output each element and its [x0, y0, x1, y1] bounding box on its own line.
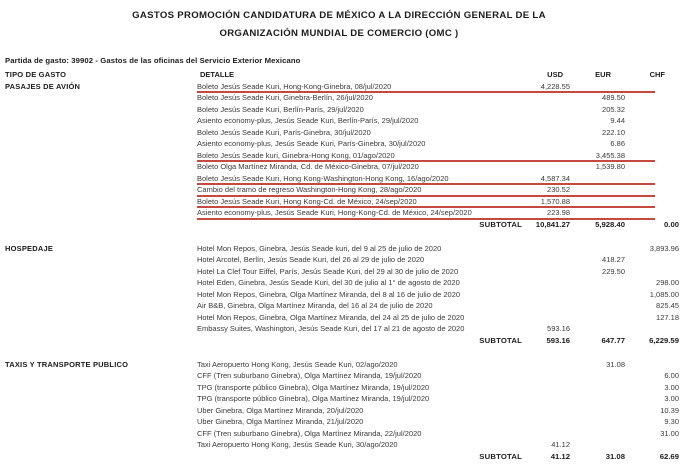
amount-usd: 4,228.55 [540, 81, 570, 91]
amount-chf: 9.30 [664, 417, 679, 426]
subtotal-row [0, 451, 700, 464]
expense-item-code-line: Partida de gasto: 39902 - Gastos de las oficinas del Servicio Exterior Mexicano [5, 56, 301, 65]
amount-eur: 31.08 [606, 359, 625, 369]
table-row [0, 173, 700, 185]
subtotal-amount-eur: 647.77 [601, 336, 625, 346]
subtotal-amount-chf: 6,229.59 [649, 336, 679, 346]
subtotal-amount-chf: 62.69 [659, 452, 679, 462]
table-row [0, 207, 700, 219]
subtotal-amount-chf: 0.00 [664, 220, 679, 230]
table-row [0, 289, 700, 301]
expense-detail-text: Hotel Mon Repos, Ginebra, Olga Martínez Miranda, del 8 al 16 de julio de 2020 [197, 289, 461, 299]
section-category-label: PASAJES DE AVIÓN [5, 81, 81, 91]
expense-detail-text: Uber Ginebra, Olga Martínez Miranda, 21/jul/2020 [197, 417, 364, 426]
expense-detail-text: Taxi Aeropuerto Hong Kong, Jesús Seade Kuri, 02/ago/2020 [197, 359, 398, 369]
table-row [0, 300, 700, 312]
expense-detail-text: Boleto Jesús Seade kuri, Ginebra-Hong Kong, 01/ago/2020 [197, 150, 395, 160]
amount-eur: 205.32 [602, 104, 625, 114]
amount-eur: 489.50 [602, 93, 625, 102]
expense-detail-text: TPG (transporte público Ginebra), Olga Martínez Miranda, 19/jul/2020 [197, 394, 430, 403]
table-row [0, 243, 700, 255]
expense-detail-text: CFF (Tren suburbano Ginebra), Olga Martínez Miranda, 19/jul/2020 [197, 371, 422, 380]
table-row [0, 104, 700, 116]
table-row [0, 416, 700, 428]
table-row [0, 254, 700, 266]
column-header-usd: USD [547, 70, 563, 79]
amount-usd: 230.52 [547, 185, 570, 194]
expense-section [0, 243, 700, 348]
table-body [0, 81, 700, 464]
table-row [0, 161, 700, 173]
table-row [0, 393, 700, 405]
expense-detail-text: Hotel Eden, Ginebra, Jesús Seade Kuri, del 30 de julio al 1° de agosto de 2020 [197, 278, 460, 287]
expense-detail-text: Boleto Jesús Seade Kuri, Hong Kong-Washington-Hong Kong, 16/ago/2020 [197, 173, 449, 183]
expense-section [0, 81, 700, 232]
expense-detail-text: Boleto Jesús Seade Kuri, Berlín-París, 29/jul/2020 [197, 104, 364, 114]
subtotal-amount-eur: 31.08 [605, 452, 625, 462]
subtotal-row [0, 219, 700, 232]
amount-eur: 222.10 [602, 127, 625, 137]
table-row [0, 405, 700, 417]
amount-usd: 223.98 [547, 208, 570, 217]
subtotal-label: SUBTOTAL [479, 452, 522, 462]
table-row [0, 138, 700, 150]
expense-detail-text: Hotel Mon Repos, Ginebra, Olga Martínez Miranda, del 24 al 25 de julio de 2020 [197, 312, 465, 322]
document-title-line2: ORGANIZACIÓN MUNDIAL DE COMERCIO (OMC ) [219, 27, 459, 39]
amount-eur: 6.86 [610, 139, 625, 148]
expense-detail-text: Uber Ginebra, Olga Martínez Miranda, 20/jul/2020 [197, 405, 364, 415]
amount-eur: 3,455.38 [595, 150, 625, 160]
expense-detail-text: Cambio del tramo de regreso Washington-Hong Kong, 28/ago/2020 [197, 185, 422, 194]
subtotal-label: SUBTOTAL [479, 220, 522, 230]
subtotal-amount-usd: 10,841.27 [535, 220, 570, 230]
column-header-detalle: DETALLE [200, 70, 235, 79]
amount-usd: 4,587.34 [540, 173, 570, 183]
table-row [0, 127, 700, 139]
amount-chf: 10.39 [660, 405, 679, 415]
expense-detail-text: Asiento economy-plus, Jesús Seade Kuri, París-Ginebra, 30/jul/2020 [197, 139, 426, 148]
amount-chf: 1,085.00 [649, 289, 679, 299]
amount-chf: 127.18 [656, 312, 679, 322]
expense-section [0, 359, 700, 464]
amount-chf: 3.00 [664, 394, 679, 403]
table-row [0, 312, 700, 324]
amount-usd: 593.16 [547, 324, 570, 333]
expense-detail-text: Boleto Olga Martínez Miranda, Cd. de México-Ginebra, 07/jul/2020 [197, 162, 419, 171]
amount-eur: 418.27 [602, 255, 625, 264]
subtotal-row [0, 335, 700, 348]
expense-detail-text: Air B&B, Ginebra, Olga Martínez Miranda, del 16 al 24 de julio de 2020 [197, 301, 433, 310]
expense-detail-text: Asiento economy-plus, Jesús Seade Kuri, Hong-Kong-Cd. de México, 24/sep/2020 [197, 208, 472, 217]
amount-chf: 3,893.96 [649, 243, 679, 253]
table-row [0, 323, 700, 335]
expense-detail-text: Hotel La Clef Tour Eiffel, París, Jesús Seade Kuri, del 29 al 30 de julio de 2020 [197, 266, 459, 276]
expense-detail-text: Boleto Jesús Seade Kuri, Hong Kong-Cd. de México, 24/sep/2020 [197, 196, 417, 206]
expense-detail-text: Hotel Mon Repos, Ginebra, Jesús Seade kuri, del 9 al 25 de julio de 2020 [197, 243, 442, 253]
table-row [0, 150, 700, 162]
column-header-tipo-de-gasto: TIPO DE GASTO [5, 70, 67, 79]
amount-chf: 3.00 [664, 382, 679, 392]
table-row [0, 382, 700, 394]
amount-usd: 41.12 [551, 440, 570, 449]
table-row [0, 184, 700, 196]
table-row [0, 81, 700, 93]
document-title-line1: GASTOS PROMOCIÓN CANDIDATURA DE MÉXICO A LA DIRECCIÓN GENERAL DE LA [132, 10, 546, 21]
section-category-label: TAXIS Y TRANSPORTE PUBLICO [5, 359, 129, 369]
subtotal-label: SUBTOTAL [479, 336, 522, 346]
table-row [0, 277, 700, 289]
amount-eur: 229.50 [602, 266, 625, 276]
table-row [0, 359, 700, 371]
amount-chf: 298.00 [656, 278, 679, 287]
expense-detail-text: Embassy Suites, Washington, Jesús Seade Kuri, del 17 al 21 de agosto de 2020 [197, 324, 465, 333]
expense-detail-text: TPG (transporte público Ginebra), Olga Martínez Miranda, 19/jul/2020 [197, 382, 430, 392]
amount-chf: 31.00 [660, 428, 679, 438]
amount-chf: 6.00 [664, 371, 679, 380]
amount-chf: 825.45 [656, 301, 679, 310]
table-header-row [0, 69, 700, 81]
expense-detail-text: CFF (Tren suburbano Ginebra), Olga Martínez Miranda, 22/jul/2020 [197, 428, 422, 438]
table-row [0, 428, 700, 440]
expense-detail-text: Taxi Aeropuerto Hong Kong, Jesús Seade Kuri, 30/ago/2020 [197, 440, 398, 449]
table-row [0, 92, 700, 104]
expense-detail-text: Boleto Jesús Seade Kuri, Hong-Kong-Ginebra, 08/jul/2020 [197, 81, 392, 91]
subtotal-amount-usd: 41.12 [550, 452, 570, 462]
expense-table [0, 69, 700, 464]
column-header-chf: CHF [649, 70, 665, 79]
column-header-eur: EUR [595, 70, 611, 79]
expense-detail-text: Asiento economy-plus, Jesús Seade Kuri, Berlín-París, 29/jul/2020 [197, 116, 419, 125]
amount-eur: 9.44 [610, 116, 625, 125]
amount-eur: 1,539.80 [595, 162, 625, 171]
table-row [0, 115, 700, 127]
section-category-label: HOSPEDAJE [5, 243, 54, 253]
table-row [0, 266, 700, 278]
table-row [0, 439, 700, 451]
expense-detail-text: Boleto Jesús Seade Kuri, París-Ginebra, 30/jul/2020 [197, 127, 371, 137]
document-title [0, 0, 700, 42]
subtotal-amount-eur: 5,928.40 [595, 220, 625, 230]
amount-usd: 1,570.88 [540, 196, 570, 206]
subtotal-amount-usd: 593.16 [546, 336, 570, 346]
expense-detail-text: Hotel Arcotel, Berlín, Jesús Seade Kuri, del 26 al 29 de julio de 2020 [197, 255, 425, 264]
table-row [0, 370, 700, 382]
table-row [0, 196, 700, 208]
expense-detail-text: Boleto Jesús Seade Kuri, Ginebra-Berlín, 26/jul/2020 [197, 93, 373, 102]
